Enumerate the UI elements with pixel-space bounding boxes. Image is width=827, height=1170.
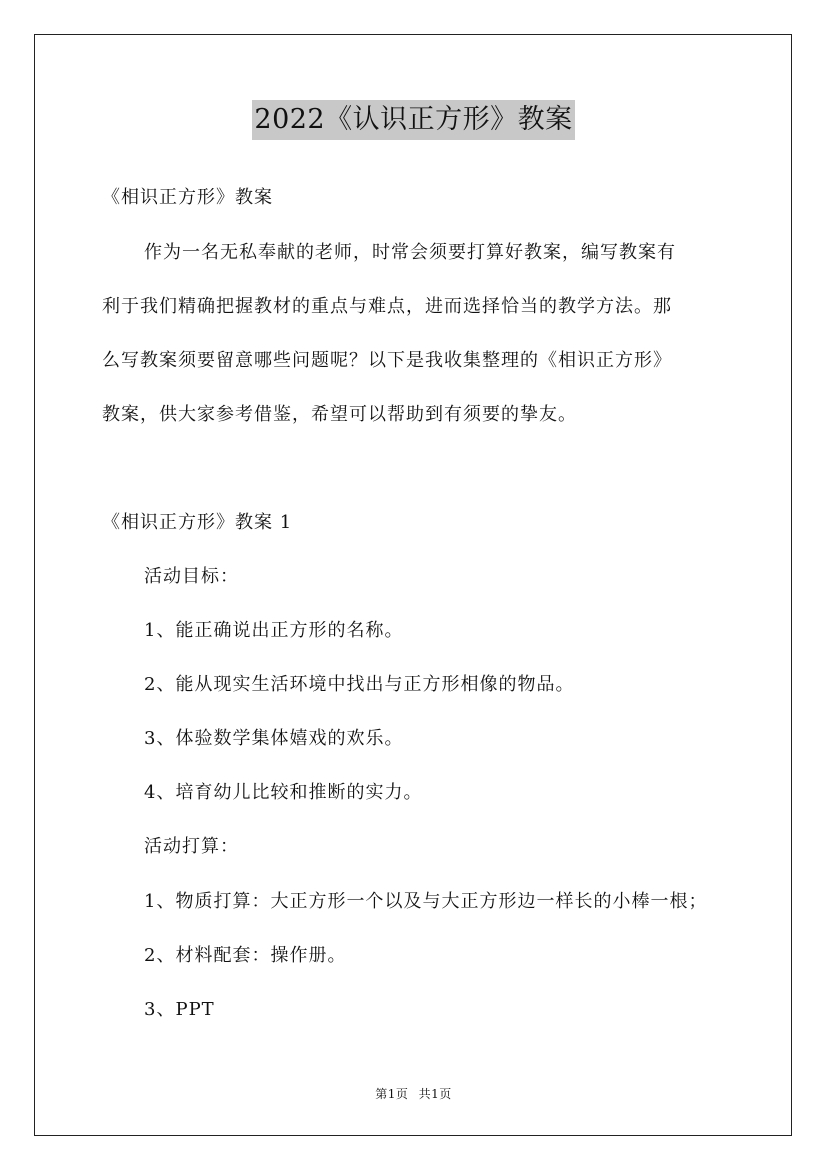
page-current: 第1页 (375, 1087, 409, 1101)
prep-item-2: 2、材料配套：操作册。 (144, 945, 347, 966)
title-container (0, 100, 827, 140)
page-total: 共1页 (418, 1087, 452, 1101)
goal-item-3: 3、体验数学集体嬉戏的欢乐。 (144, 728, 404, 749)
document-title: 2022《认识正方形》教案 (252, 100, 574, 140)
intro-line-3: 么写教案须要留意哪些问题呢？以下是我收集整理的《相识正方形》 (102, 350, 672, 371)
section-heading: 《相识正方形》教案 1 (102, 512, 293, 533)
page-footer (0, 1085, 827, 1102)
goal-item-4: 4、培育幼儿比较和推断的实力。 (144, 782, 423, 803)
prep-label: 活动打算： (144, 836, 239, 857)
prep-item-3: 3、PPT (144, 999, 215, 1020)
intro-line-1: 作为一名无私奉献的老师，时常会须要打算好教案，编写教案有 (144, 242, 676, 263)
intro-line-2: 利于我们精确把握教材的重点与难点，进而选择恰当的教学方法。那 (102, 296, 672, 317)
goals-label: 活动目标： (144, 566, 239, 587)
goal-item-1: 1、能正确说出正方形的名称。 (144, 620, 404, 641)
goal-item-2: 2、能从现实生活环境中找出与正方形相像的物品。 (144, 674, 575, 695)
intro-line-4: 教案，供大家参考借鉴，希望可以帮助到有须要的挚友。 (102, 404, 577, 425)
subtitle: 《相识正方形》教案 (102, 187, 273, 208)
prep-item-1: 1、物质打算：大正方形一个以及与大正方形边一样长的小棒一根； (144, 891, 708, 912)
